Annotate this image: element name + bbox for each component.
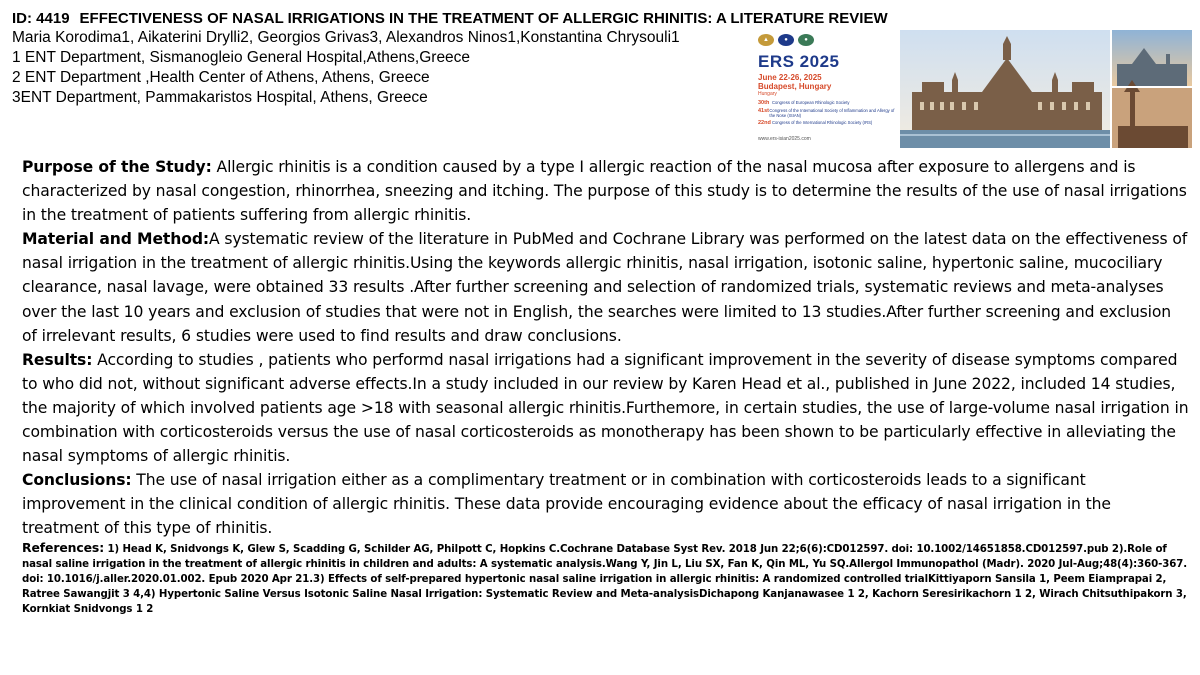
congress-number: 22nd (758, 120, 771, 126)
ers-country: Hungary (758, 91, 777, 97)
affiliation-3: 3ENT Department, Pammakaristos Hospital, Athens, Greece (12, 89, 428, 106)
ers-title: ERS 2025 (758, 52, 840, 71)
poster-title-line (12, 9, 888, 28)
abstract-id: ID: 4419 (12, 10, 70, 27)
method-text: A systematic review of the literature in PubMed and Cochrane Library was performed on the latest data on the effectiveness of nasal irrigation in the treatment of allergic rhinitis.Using the keywords allergic rhinitis, nasal irrigation, isotonic saline, hypertonic saline, mucociliary clearance, nasal lavage, were obtained 33 results .After further screening and selection of randomized trials, systematic reviews and meta-analyses over the last 10 years and exclusion of studies that were not in English, the searches were limited to 13 studies.After further screening and exclusion of irrelevant results, 6 studies were used to find results and draw conclusions. (22, 230, 1188, 345)
ers-location: Budapest, Hungary (758, 82, 832, 91)
ers-logo-icon: ▲ (758, 34, 774, 46)
congress-name: Congress of the International Rhinologic Society (IRS) (772, 120, 873, 125)
abstract-body (22, 155, 1190, 541)
congress-item (758, 120, 898, 126)
irs-logo-icon: ● (798, 34, 814, 46)
conclusions-label: Conclusions: (22, 471, 132, 490)
banner-text-panel (752, 30, 900, 148)
ers-url: www.ers-isian2025.com (758, 136, 811, 142)
poster-title: EFFECTIVENESS OF NASAL IRRIGATIONS IN THE TREATMENT OF ALLERGIC RHINITIS: A LITERATURE REVIEW (79, 10, 888, 27)
society-logos (758, 34, 814, 46)
congress-name: Congress of the International Society of Inflammation and Allergy of the Nose (ISIAN) (769, 108, 895, 118)
ers-2025-banner (752, 30, 1192, 148)
purpose-label: Purpose of the Study: (22, 158, 212, 176)
results-section (22, 348, 1190, 468)
references-text: 1) Head K, Snidvongs K, Glew S, Scadding G, Schilder AG, Philpott C, Hopkins C.Cochrane Database Syst Rev. 2018 Jun 22;6(6):CD012597. doi: 10.1002/14651858.CD012597.pub 2).Role of nasal saline irrigation in the treatment of allergic rhinitis in children and adults: A systematic analysis.Wang Y, Jin L, Liu SX, Fan K, Qin ML, Yu SQ.Allergol Immunopathol (Madr). 2020 Jul-Aug;48(4):360-367. doi: 10.1016/j.aller.2020.01.002. Epub 2020 Apr 21.3) Effects of self-prepared hypertonic nasal saline irrigation in allergic rhinitis: A randomized controlled trialKittiyaporn Sansila 1, Peem Eiamprapai 2, Ratree Sawangjit 3 4,4) Hypertonic Saline Versus Isotonic Saline Nasal Irrigation: Systematic Review and Meta-analysisDichapong Kanjanawasee 1 2, Kachorn Seresirikachorn 1 2, Wirach Chitsuthipakorn 3, Kornkiat Snidvongs 1 2 (22, 544, 1187, 616)
method-label: Material and Method: (22, 230, 209, 249)
congress-number: 30th (758, 100, 770, 106)
references-label: References: (22, 540, 105, 555)
references-section (22, 540, 1188, 617)
isian-logo-icon: ● (778, 34, 794, 46)
authors: Maria Korodima1, Aikaterini Drylli2, Georgios Grivas3, Alexandros Ninos1,Konstantina Chrysouli1 (12, 29, 680, 46)
results-label: Results: (22, 350, 93, 369)
method-section (22, 227, 1190, 347)
congress-name: Congress of European Rhinologic Society (772, 100, 850, 105)
congress-list (758, 100, 898, 128)
congress-number: 41st (758, 108, 770, 114)
ers-dates: June 22-26, 2025 (758, 73, 822, 82)
conclusions-section (22, 468, 1190, 540)
affiliation-2: 2 ENT Department ,Health Center of Athens, Athens, Greece (12, 69, 430, 86)
affiliation-1: 1 ENT Department, Sismanogleio General Hospital,Athens,Greece (12, 49, 471, 66)
congress-item (758, 108, 898, 118)
results-text: According to studies , patients who performd nasal irrigations had a significant improvement in the severity of disease symptoms compared to who did not, without significant adverse effects.In a study included in our review by Karen Head et al., published in June 2022, included 14 studies, the majority of which involved patients age >18 with seasonal allergic rhinitis.Furthemore, in certain studies, the use of large-volume nasal irrigation in combination with corticosteroids versus the use of nasal corticosteroids as monotherapy has been shown to be particularly effective in alleviating the nasal symptoms of allergic rhinitis. (22, 350, 1189, 466)
purpose-text: Allergic rhinitis is a condition caused by a type I allergic reaction of the nasal mucosa after exposure to allergens and is characterized by nasal congestion, rhinorrhea, sneezing and itching. The purpose of this study is to determine the results of the use of nasal irrigations in the treatment of patients suffering from allergic rhinitis. (22, 158, 1187, 225)
purpose-section (22, 155, 1190, 227)
congress-item (758, 100, 898, 106)
conclusions-text: The use of nasal irrigation either as a complimentary treatment or in combination with corticosteroids leads to a significant improvement in the clinical condition of allergic rhinitis. These data provide encouraging evidence about the efficacy of nasal irrigation in the treatment of this type of rhinitis. (22, 471, 1111, 538)
